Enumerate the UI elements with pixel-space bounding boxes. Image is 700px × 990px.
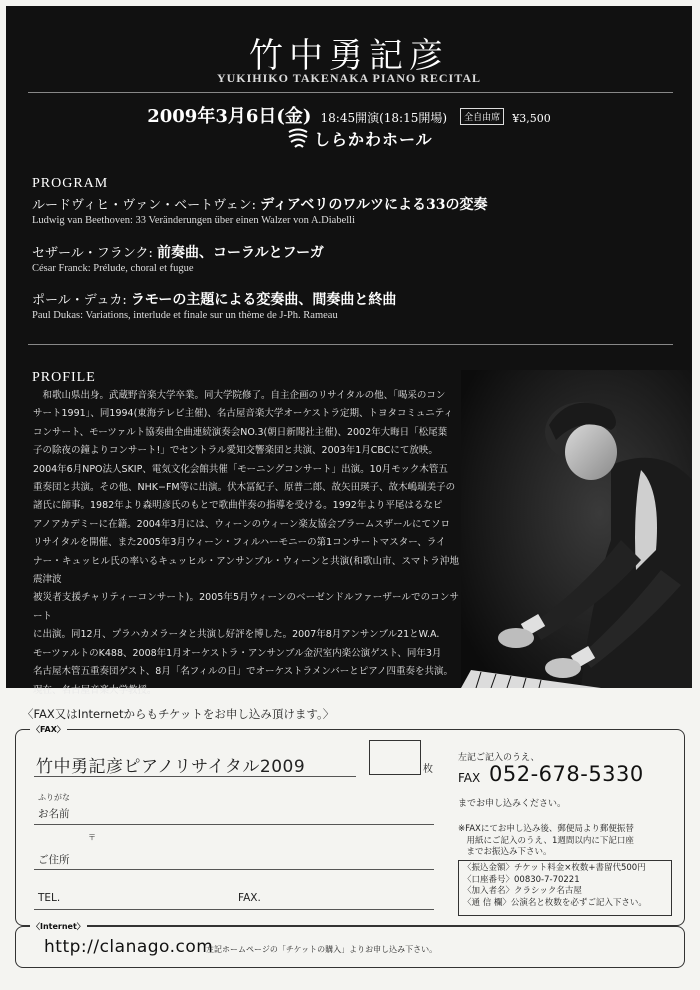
profile-line: アノアカデミーに在籍。2004年3月には、ウィーンのウィーン楽友協会ブラームスザールにてソロ xyxy=(33,518,450,530)
fax-instruction: 左記ご記入のうえ、 xyxy=(458,753,540,763)
program-item-1-jp xyxy=(32,194,487,214)
profile-line: 被災者支援チャリティーコンサート)。2005年5月ウィーンのベーゼンドルファーザールでのコンサート xyxy=(33,592,459,622)
fax-order-form xyxy=(15,725,685,926)
program-item-3-en: Paul Dukas: Variations, interlude et finale sur un thème de J-Ph. Rameau xyxy=(32,310,338,321)
name-field-line[interactable] xyxy=(34,824,434,825)
composer-name: セザール・フランク: xyxy=(32,246,153,261)
performer-name-title: 竹中勇記彦 xyxy=(249,36,449,76)
profile-line: 現在、名古屋音楽大学教授。 xyxy=(33,684,157,696)
order-notice: 〈FAX又はInternetからもチケットをお申し込み頂けます。〉 xyxy=(22,707,335,721)
note-line: ※FAXにてお申し込み後、郵便局より郵便振替 xyxy=(458,824,634,834)
concert-date: 2009年3月6日(金) xyxy=(147,106,312,127)
profile-line: リサイタルを開催、また2005年3月ウィーン・フィルハーモニーの第1コンサートマスター、ライ xyxy=(33,537,446,549)
work-title: 前奏曲、コーラルとフーガ xyxy=(157,245,324,261)
postal-code-mark: 〒 xyxy=(88,833,96,842)
header-divider xyxy=(28,92,673,93)
note-line: 用紙にご記入のうえ、1週間以内に下記口座 xyxy=(458,835,634,846)
profile-line: サート1991」、同1994(東海テレビ主催)、名古屋音楽大学オーケストラ定期、トヨタコミュニティ xyxy=(33,408,453,420)
fax-prefix: FAX xyxy=(458,771,481,785)
note-line: までお振込み下さい。 xyxy=(458,847,552,857)
venue-name: しらかわホール xyxy=(314,129,433,149)
work-title: ディアベリのワルツによる33の変奏 xyxy=(260,197,488,213)
website-link[interactable]: http://clanago.com xyxy=(44,937,214,957)
program-divider xyxy=(28,344,673,345)
program-item-3-jp xyxy=(32,289,396,309)
address-field-line[interactable] xyxy=(34,869,434,870)
ticket-quantity-input[interactable] xyxy=(369,740,421,775)
recital-subtitle: YUKIHIKO TAKENAKA PIANO RECITAL xyxy=(216,71,482,85)
program-item-2-jp xyxy=(32,242,324,262)
tel-fax-field-line[interactable] xyxy=(34,909,434,910)
program-heading: PROGRAM xyxy=(32,176,109,191)
profile-line: 2004年6月NPO法人SKIP、電気文化会館共催「モーニングコンサート」出演。10月モック木管五 xyxy=(33,463,448,475)
seat-type-badge: 全自由席 xyxy=(460,108,504,125)
tel-label: TEL. xyxy=(38,892,61,904)
name-label: お名前 xyxy=(38,808,70,820)
fax-section-tag: 〈FAX〉 xyxy=(32,725,65,734)
composer-name: ルードヴィヒ・ヴァン・ベートヴェン: xyxy=(32,198,256,213)
composer-name: ポール・デュカ: xyxy=(32,293,127,308)
pianist-photo xyxy=(461,370,692,688)
furigana-label: ふりがな xyxy=(38,793,70,802)
profile-line: ナー・キュッヒル氏の率いるキュッヒル・アンサンブル・ウィーンと共演(和歌山市、スマトラ沖地震津波 xyxy=(33,555,459,586)
concert-time: 18:45開演(18:15開場) xyxy=(320,111,448,125)
profile-line: 子の除夜の鐘よりコンサート!」でセントラル愛知交響楽団と共演、2003年1月CBCにて放映。 xyxy=(33,445,438,457)
fax-instruction-2: までお申し込みください。 xyxy=(458,799,567,809)
fax-number: 052-678-5330 xyxy=(489,762,644,786)
quantity-unit-label: 枚 xyxy=(423,764,433,775)
payment-line: 〈口座番号〉00830-7-70221 xyxy=(463,874,580,885)
profile-line: 諸氏に師事。1982年より森明彦氏のもとで歌曲伴奏の指導を受ける。1992年より平尾はるなピ xyxy=(33,500,443,512)
venue-emblem-icon xyxy=(286,126,310,150)
event-name-field: 竹中勇記彦ピアノリサイタル2009 xyxy=(36,757,306,777)
internet-section-tag: 〈Internet〉 xyxy=(32,922,85,931)
venue-logo-block xyxy=(286,126,433,150)
profile-line: モーツァルトのK488、2008年1月オーケストラ・アンサンブル金沢室内楽公演ゲスト、同年3月 xyxy=(33,647,442,659)
profile-heading: PROFILE xyxy=(32,370,96,385)
profile-line: 和歌山県出身。武蔵野音楽大学卒業。同大学院修了。自主企画のリサイタルの他、「喝采のコン xyxy=(33,390,446,401)
work-title: ラモーの主題による変奏曲、間奏曲と終曲 xyxy=(130,292,397,308)
payment-note xyxy=(458,824,634,859)
payment-line: 〈通 信 欄〉公演名と枚数を必ずご記入下さい。 xyxy=(463,897,647,908)
fax-field-label: FAX. xyxy=(238,892,261,904)
profile-line: 名古屋木管五重奏団ゲスト、8月「名フィルの日」でオーケストラメンバーとピアノ四重奏を共演。 xyxy=(33,666,453,678)
concert-flyer xyxy=(6,6,692,696)
event-name-underline xyxy=(34,776,356,777)
internet-order-section xyxy=(15,922,685,968)
payment-line: 〈加入者名〉クラシック名古屋 xyxy=(463,886,582,896)
program-item-2-en: César Franck: Prélude, choral et fugue xyxy=(32,263,194,274)
profile-text xyxy=(33,387,459,700)
payment-line: 〈振込金額〉チケット料金×枚数+書留代500円 xyxy=(463,863,646,873)
address-label: ご住所 xyxy=(38,854,70,866)
date-time-line xyxy=(6,102,692,128)
program-item-1-en: Ludwig van Beethoven: 33 Veränderungen über einen Walzer von A.Diabelli xyxy=(32,215,356,226)
payment-details-box xyxy=(458,860,672,916)
profile-line: に出演。同12月、プラハカメラータと共演し好評を博した。2007年8月アンサンブル21とW.A. xyxy=(33,629,440,641)
profile-line: コンサート、モーツァルト協奏曲全曲連続演奏会NO.3(朝日新聞社主催)、2002年大晦日「松尾葉 xyxy=(33,426,448,438)
ticket-price: ¥3,500 xyxy=(512,112,551,125)
website-instruction: 左記ホームページの「チケットの購入」よりお申し込み下さい。 xyxy=(206,945,438,954)
profile-line: 重奏団と共演。その他、NHK−FM等に出演。伏木冨紀子、原普二郎、故矢田瑛子、故木嶋瑞美子の xyxy=(33,482,456,494)
